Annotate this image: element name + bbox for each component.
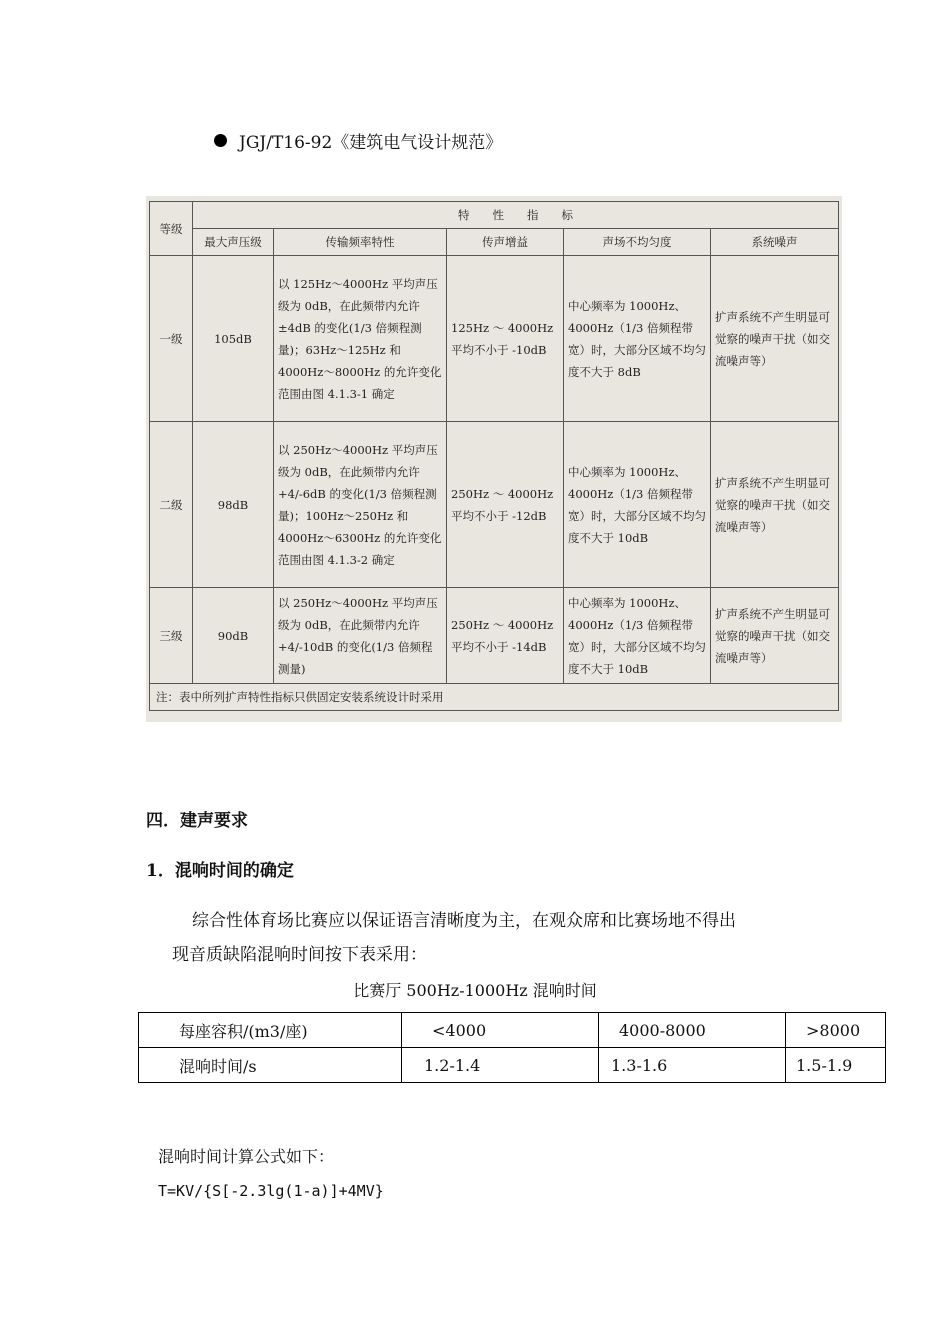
table-cell: >8000	[786, 1013, 886, 1048]
formula: T=KV/{S[-2.3lg(1-a)]+4MV}	[158, 1182, 384, 1200]
noise-cell: 扩声系统不产生明显可觉察的噪声干扰（如交流噪声等）	[711, 256, 839, 422]
freq-cell: 以 250Hz～4000Hz 平均声压级为 0dB，在此频带内允许 +4/-6dB 的变化(1/3 倍频程测量)；100Hz～250Hz 和 4000Hz～6300Hz 的允许变化范围由图 4.1.3-2 确定	[274, 422, 447, 588]
table-cell: 1.3-1.6	[599, 1048, 786, 1083]
gain-cell: 250Hz ～ 4000Hz 平均不小于 -12dB	[447, 422, 564, 588]
table-cell: 1.2-1.4	[402, 1048, 599, 1083]
col-header: 最大声压级	[193, 229, 274, 256]
gain-cell: 125Hz ～ 4000Hz 平均不小于 -10dB	[447, 256, 564, 422]
body-paragraph	[172, 904, 832, 972]
reference-line	[214, 128, 502, 153]
table-cell: 混响时间/s	[139, 1048, 402, 1083]
table-caption: 比赛厅 500Hz-1000Hz 混响时间	[353, 981, 597, 1000]
gain-cell: 250Hz ～ 4000Hz 平均不小于 -14dB	[447, 588, 564, 684]
uniformity-cell: 中心频率为 1000Hz、4000Hz（1/3 倍频程带宽）时，大部分区域不均匀度不大于 10dB	[564, 422, 711, 588]
group-header: 特 性 指 标	[193, 202, 839, 229]
grade-cell: 二级	[150, 422, 193, 588]
table-row	[150, 256, 839, 422]
table-cell: <4000	[402, 1013, 599, 1048]
reference-text: JGJ/T16-92《建筑电气设计规范》	[239, 133, 503, 153]
spec-table	[149, 201, 839, 711]
paragraph-line: 综合性体育场比赛应以保证语言清晰度为主，在观众席和比赛场地不得出	[192, 911, 736, 931]
grade-cell: 一级	[150, 256, 193, 422]
table-cell: 4000-8000	[599, 1013, 786, 1048]
paragraph-line: 现音质缺陷混响时间按下表采用：	[172, 945, 427, 965]
spl-cell: 98dB	[193, 422, 274, 588]
col-header: 系统噪声	[711, 229, 839, 256]
reverb-table	[138, 1012, 886, 1083]
formula-label: 混响时间计算公式如下：	[158, 1147, 335, 1166]
col-header: 传输频率特性	[274, 229, 447, 256]
section-title: 四．建声要求	[146, 811, 248, 831]
scanned-spec-table	[146, 196, 842, 722]
table-note: 注：表中所列扩声特性指标只供固定安装系统设计时采用	[150, 684, 839, 711]
noise-cell: 扩声系统不产生明显可觉察的噪声干扰（如交流噪声等）	[711, 588, 839, 684]
noise-cell: 扩声系统不产生明显可觉察的噪声干扰（如交流噪声等）	[711, 422, 839, 588]
table-row	[139, 1048, 886, 1083]
col-header: 声场不均匀度	[564, 229, 711, 256]
uniformity-cell: 中心频率为 1000Hz、4000Hz（1/3 倍频程带宽）时，大部分区域不均匀度不大于 8dB	[564, 256, 711, 422]
table-row	[150, 422, 839, 588]
freq-cell: 以 125Hz～4000Hz 平均声压级为 0dB，在此频带内允许 ±4dB 的变化(1/3 倍频程测量)；63Hz～125Hz 和 4000Hz～8000Hz 的允许变化范围由图 4.1.3-1 确定	[274, 256, 447, 422]
spl-cell: 105dB	[193, 256, 274, 422]
subsection-title: 1．混响时间的确定	[146, 861, 294, 881]
grade-header: 等级	[150, 202, 193, 256]
uniformity-cell: 中心频率为 1000Hz、4000Hz（1/3 倍频程带宽）时，大部分区域不均匀度不大于 10dB	[564, 588, 711, 684]
freq-cell: 以 250Hz～4000Hz 平均声压级为 0dB，在此频带内允许 +4/-10dB 的变化(1/3 倍频程测量)	[274, 588, 447, 684]
col-header: 传声增益	[447, 229, 564, 256]
table-row	[139, 1013, 886, 1048]
spl-cell: 90dB	[193, 588, 274, 684]
table-cell: 每座容积/(m3/座)	[139, 1013, 402, 1048]
bullet-icon	[214, 134, 227, 147]
grade-cell: 三级	[150, 588, 193, 684]
table-cell: 1.5-1.9	[786, 1048, 886, 1083]
table-row	[150, 588, 839, 684]
